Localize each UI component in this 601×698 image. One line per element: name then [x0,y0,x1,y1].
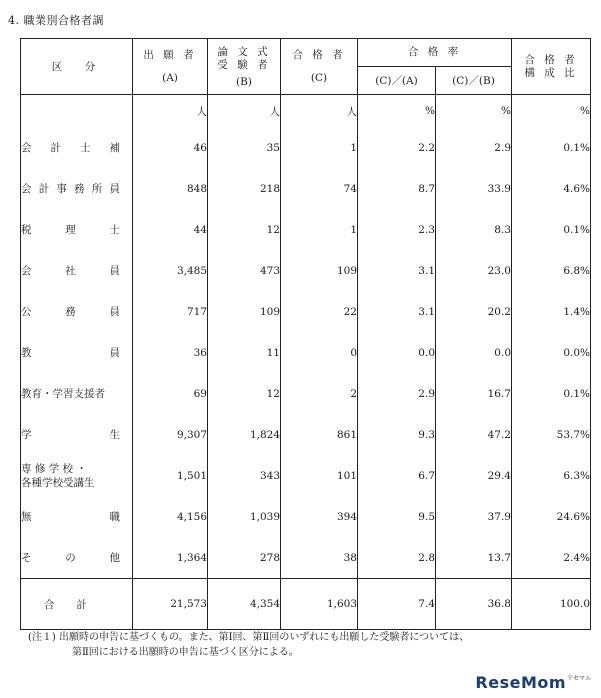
cell-passers: 38 [281,537,358,579]
cell-applicants: 44 [133,209,208,250]
cell-applicants: 717 [133,291,208,332]
cell-rate-cb: 20.2 [436,291,512,332]
row-category-char: 補 [109,142,120,154]
cell-passers: 74 [281,168,358,209]
header-category: 区 分 [21,39,133,95]
table-row [21,455,591,496]
cell-rate-ca: 2.8 [358,537,436,579]
row-category [21,250,133,291]
cell-passers: 1 [281,209,358,250]
cell-examinees: 1,039 [208,496,281,537]
header-passers: 合 格 者 (C) [281,39,358,95]
cell-composition: 53.7% [512,414,591,455]
cell-composition: 6.8% [512,250,591,291]
cell-passers: 861 [281,414,358,455]
cell-composition: 0.1% [512,127,591,168]
row-category-line: 各種学校受講生 [21,476,95,489]
row-category-char: 会 [21,265,32,277]
cell-applicants: 3,485 [133,250,208,291]
table-row [21,127,591,168]
unit-applicants: 人 [133,95,208,128]
row-category [21,168,133,209]
cell-rate-ca: 2.9 [358,373,436,414]
table-row [21,496,591,537]
cell-rate-ca: 3.1 [358,250,436,291]
row-category-char: 計 [38,183,50,195]
row-category-char: 公 [21,306,32,318]
cell-rate-cb: 37.9 [436,496,512,537]
row-category-char: 学 [21,429,32,441]
total-rate-ca: 7.4 [358,579,436,630]
row-category-char: 教育・学習支援者 [21,388,105,400]
cell-composition: 1.4% [512,291,591,332]
cell-examinees: 343 [208,455,281,496]
footnote [28,630,588,660]
row-category-char: 理 [65,224,76,236]
cell-passers: 22 [281,291,358,332]
cell-composition: 6.3% [512,455,591,496]
cell-composition: 24.6% [512,496,591,537]
total-examinees: 4,354 [208,579,281,630]
cell-applicants: 4,156 [133,496,208,537]
footnote-line-1: (注１) 出願時の申告に基づくもの。また、第Ⅰ回、第Ⅱ回のいずれにも出願した受験者については、 [28,632,470,643]
cell-rate-ca: 8.7 [358,168,436,209]
header-rate-ca: (C)／(A) [358,67,436,95]
header-thesis-examinees: 論 文 式 受 験 者 (B) [208,39,281,95]
table-row [21,250,591,291]
header-composition: 合 格 者 構 成 比 [512,39,591,95]
cell-passers: 1 [281,127,358,168]
row-category-char: 無 [21,511,32,523]
header-rate-cb: (C)／(B) [436,67,512,95]
total-passers: 1,603 [281,579,358,630]
total-composition: 100.0 [512,579,591,630]
row-category-char: そ [21,552,32,564]
cell-passers: 0 [281,332,358,373]
table-body [21,95,591,579]
cell-rate-cb: 29.4 [436,455,512,496]
cell-rate-cb: 2.9 [436,127,512,168]
cell-examinees: 278 [208,537,281,579]
row-category-char: 務 [65,306,76,318]
cell-passers: 394 [281,496,358,537]
row-category [21,373,133,414]
cell-rate-ca: 6.7 [358,455,436,496]
total-rate-cb: 36.8 [436,579,512,630]
unit-rate-cb: % [436,95,512,128]
logo-small-text: リセマム [567,675,591,682]
cell-rate-cb: 47.2 [436,414,512,455]
cell-rate-ca: 9.5 [358,496,436,537]
cell-examinees: 11 [208,332,281,373]
unit-examinees: 人 [208,95,281,128]
table-row [21,537,591,579]
table-row [21,414,591,455]
cell-examinees: 218 [208,168,281,209]
row-category [21,291,133,332]
cell-passers: 101 [281,455,358,496]
row-category [21,537,133,579]
row-category-char: 員 [109,183,120,195]
cell-applicants: 1,501 [133,455,208,496]
cell-rate-ca: 9.3 [358,414,436,455]
cell-rate-ca: 0.0 [358,332,436,373]
table-header [21,39,591,95]
row-category-char: 計 [50,142,61,154]
unit-blank [21,95,133,128]
footnote-line-2: 第Ⅱ回における出願時の申告に基づく区分による。 [72,647,299,658]
table-row [21,291,591,332]
unit-rate-ca: % [358,95,436,128]
cell-rate-ca: 3.1 [358,291,436,332]
cell-applicants: 36 [133,332,208,373]
row-category [21,332,133,373]
cell-rate-cb: 33.9 [436,168,512,209]
cell-applicants: 848 [133,168,208,209]
cell-composition: 2.4% [512,537,591,579]
total-applicants: 21,573 [133,579,208,630]
table-row [21,332,591,373]
table-row [21,168,591,209]
row-category-char: 教 [21,347,32,359]
cell-passers: 109 [281,250,358,291]
cell-rate-cb: 8.3 [436,209,512,250]
cell-applicants: 46 [133,127,208,168]
row-category [21,127,133,168]
cell-rate-cb: 0.0 [436,332,512,373]
total-label: 合計 [21,579,133,630]
row-category-char: 税 [21,224,32,236]
header-applicants: 出 願 者 (A) [133,39,208,95]
cell-examinees: 473 [208,250,281,291]
header-pass-rate: 合 格 率 [358,39,512,67]
resemom-logo [475,673,591,692]
table-row [21,209,591,250]
row-category-char: 士 [109,224,120,236]
section-title: 4. 職業別合格者調 [8,14,104,27]
cell-examinees: 12 [208,209,281,250]
cell-composition: 0.0% [512,332,591,373]
row-category-char: 他 [109,552,120,564]
row-category-char: 員 [109,265,120,277]
row-category-char: 員 [109,347,120,359]
row-category-char: 所 [91,183,103,195]
cell-examinees: 35 [208,127,281,168]
row-category-char: 員 [109,306,120,318]
cell-examinees: 12 [208,373,281,414]
cell-rate-ca: 2.2 [358,127,436,168]
cell-examinees: 109 [208,291,281,332]
cell-passers: 2 [281,373,358,414]
occupation-table [20,38,590,630]
unit-composition: % [512,95,591,128]
unit-row [21,95,591,128]
row-category-char: 職 [109,511,120,523]
cell-rate-cb: 16.7 [436,373,512,414]
unit-passers: 人 [281,95,358,128]
total-row [21,579,591,630]
row-category-char: 事 [56,183,67,195]
row-category [21,455,133,496]
row-category-char: 会 [21,183,32,195]
row-category-char: 生 [109,429,120,441]
cell-applicants: 69 [133,373,208,414]
cell-rate-cb: 13.7 [436,537,512,579]
row-category-char: 務 [74,183,85,195]
cell-rate-ca: 2.3 [358,209,436,250]
row-category-char: 会 [21,142,32,154]
cell-composition: 0.1% [512,373,591,414]
cell-composition: 0.1% [512,209,591,250]
table-row [21,373,591,414]
row-category-char: 士 [80,142,91,154]
row-category [21,496,133,537]
row-category [21,209,133,250]
row-category-char: 社 [65,265,76,277]
row-category [21,414,133,455]
cell-composition: 4.6% [512,168,591,209]
cell-rate-cb: 23.0 [436,250,512,291]
stats-table [20,38,591,630]
cell-applicants: 1,364 [133,537,208,579]
row-category-line: 専 修 学 校 ・ [21,462,87,475]
cell-examinees: 1,824 [208,414,281,455]
row-category-char: の [65,552,76,564]
logo-text: ReseMom [475,673,567,692]
cell-applicants: 9,307 [133,414,208,455]
